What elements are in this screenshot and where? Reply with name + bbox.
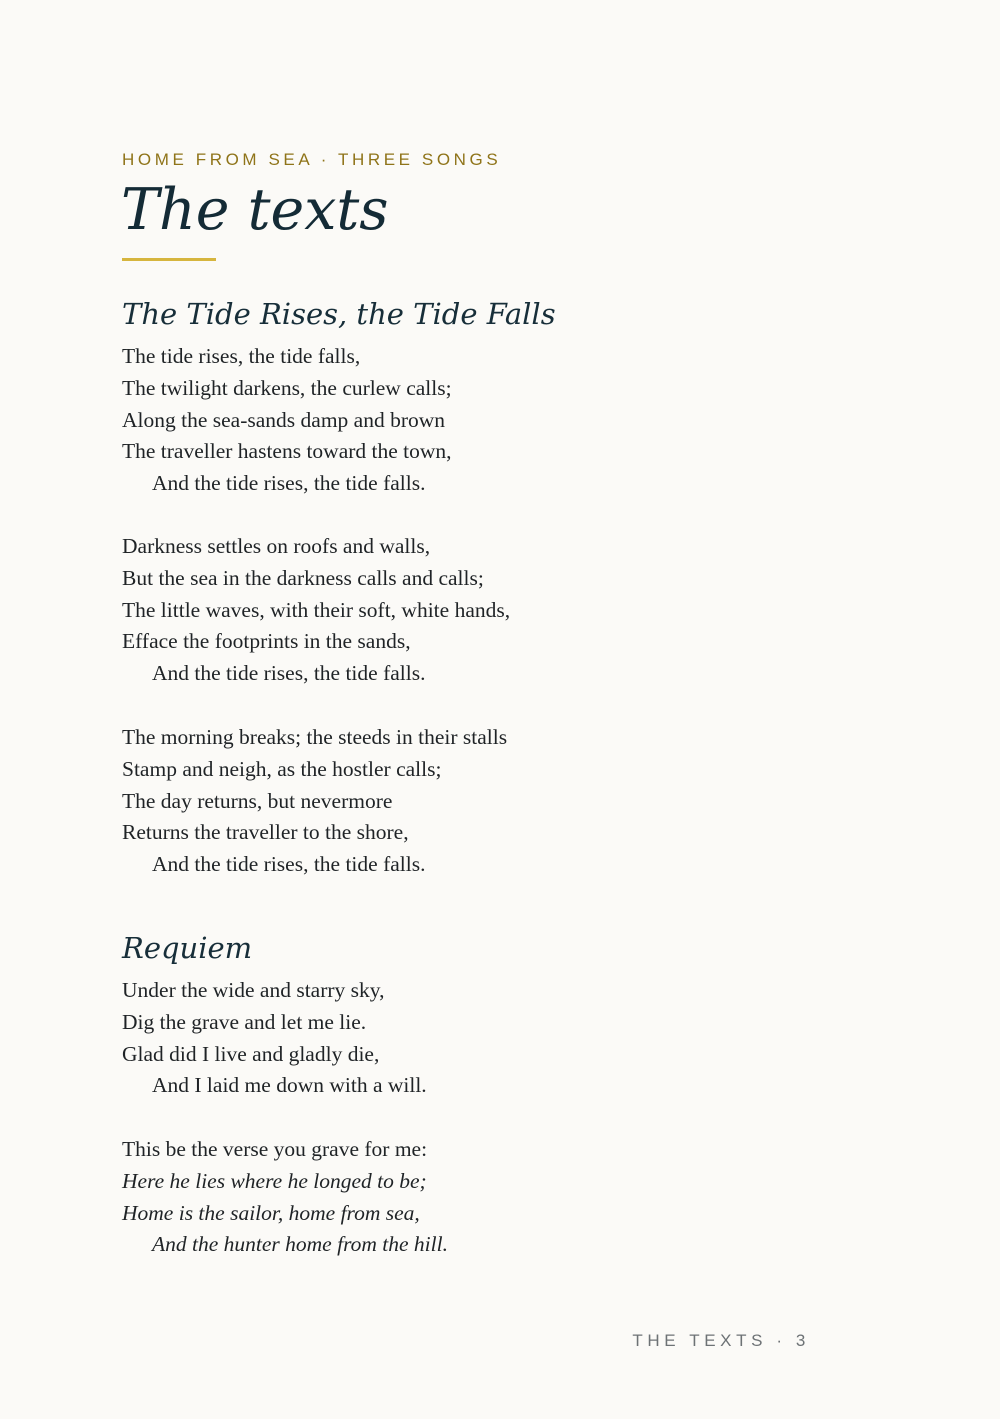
verse-line: Stamp and neigh, as the hostler calls; [122,756,442,781]
verse-line: Under the wide and starry sky, [122,978,385,1002]
running-footer: THE TEXTS · 3 [632,1331,810,1350]
verse-line: The little waves, with their soft, white hands, [122,597,511,622]
verse-line: The traveller hastens toward the town, [122,439,452,464]
stanza [122,722,507,881]
refrain-line: And the tide rises, the tide falls. [152,661,426,685]
poem-title-tide: The Tide Rises, the Tide Falls [122,297,556,331]
verse-line: This be the verse you grave for me: [122,1137,428,1161]
stanza [122,341,452,500]
epitaph-line: Home is the sailor, home from sea, [122,1200,420,1225]
page-title: The texts [121,177,389,243]
stanza [122,975,427,1102]
verse-line: Dig the grave and let me lie. [122,1009,367,1034]
stanza [122,1134,448,1261]
verse-line: Darkness settles on roofs and walls, [122,534,431,558]
verse-line: Returns the traveller to the shore, [122,820,409,845]
refrain-line: And the tide rises, the tide falls. [152,852,426,876]
epitaph-line: And the hunter home from the hill. [152,1232,448,1257]
verse-line: Along the sea-sands damp and brown [122,407,446,432]
refrain-line: And I laid me down with a will. [152,1073,427,1098]
verse-line: But the sea in the darkness calls and calls; [122,565,484,590]
section-kicker: HOME FROM SEA · THREE SONGS [122,150,502,169]
title-rule [122,258,216,261]
verse-line: The tide rises, the tide falls, [122,344,361,368]
verse-line: The morning breaks; the steeds in their stalls [122,725,508,749]
refrain-line: And the tide rises, the tide falls. [152,471,426,495]
poem-title-requiem: Requiem [122,931,253,965]
verse-line: The twilight darkens, the curlew calls; [122,375,452,400]
verse-line: The day returns, but nevermore [122,788,393,813]
epitaph-line: Here he lies where he longed to be; [122,1168,427,1193]
verse-line: Glad did I live and gladly die, [122,1041,380,1066]
stanza [122,531,510,690]
verse-line: Efface the footprints in the sands, [122,629,411,654]
